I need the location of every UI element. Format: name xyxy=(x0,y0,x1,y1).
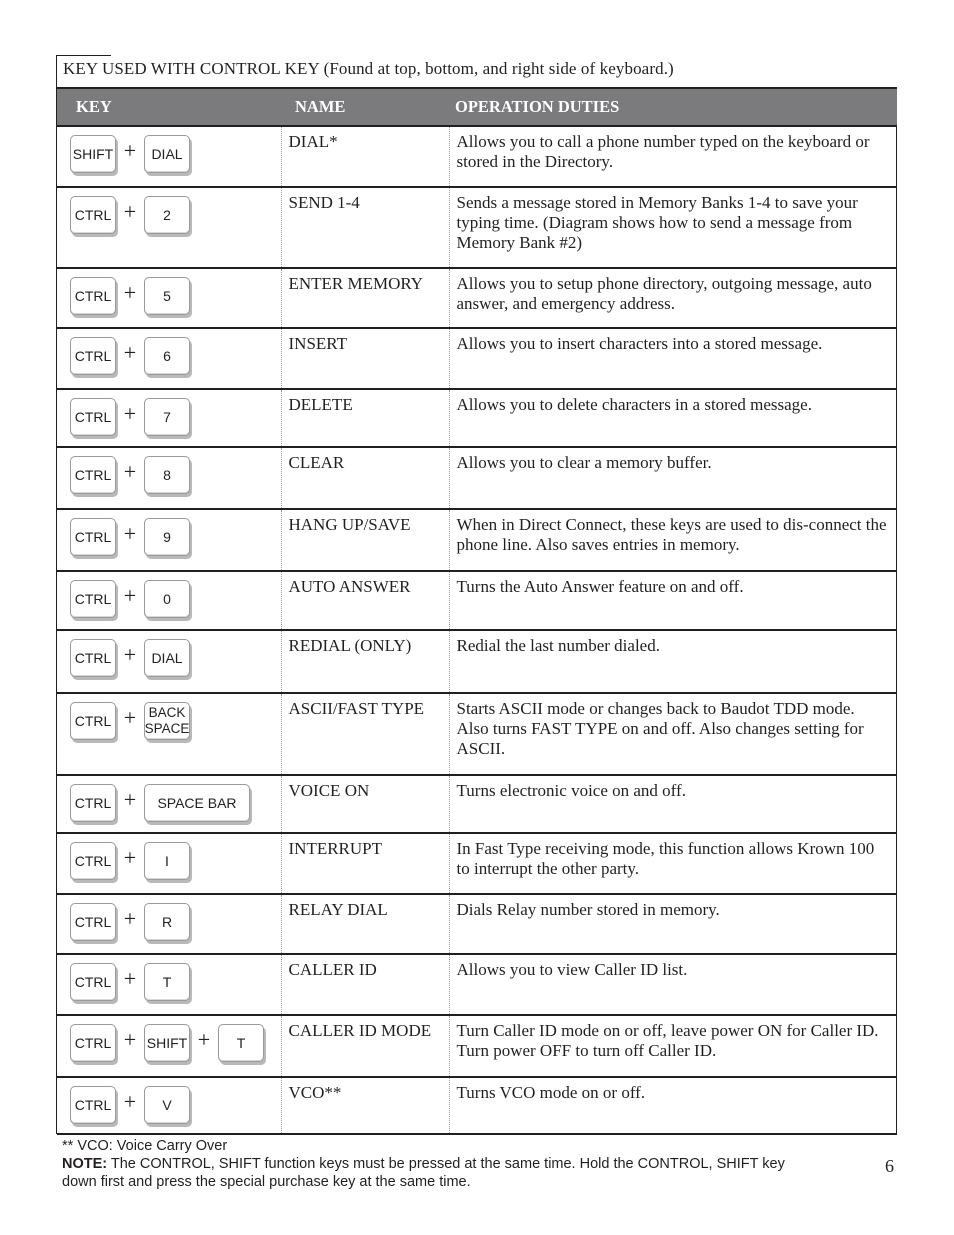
keycap-ctrl: CTRL xyxy=(70,784,116,822)
function-name: RELAY DIAL xyxy=(281,894,449,954)
keycap-space-bar: SPACE BAR xyxy=(144,784,250,822)
table-row xyxy=(57,268,897,328)
keycap-ctrl: CTRL xyxy=(70,903,116,941)
function-name: CALLER ID xyxy=(281,954,449,1015)
key-combo-cell xyxy=(57,693,281,775)
table-row xyxy=(57,775,897,833)
keycap-6: 6 xyxy=(144,337,190,375)
operation-duty: When in Direct Connect, these keys are used to dis-connect the phone line. Also saves entries in memory. xyxy=(449,509,897,571)
key-combo-cell xyxy=(57,833,281,894)
keycap-ctrl: CTRL xyxy=(70,456,116,494)
plus-sign: + xyxy=(197,1027,211,1052)
keycap-dial: DIAL xyxy=(144,135,190,173)
control-key-table xyxy=(57,87,897,1135)
keycap-v: V xyxy=(144,1086,190,1124)
keycap-ctrl: CTRL xyxy=(70,1086,116,1124)
plus-sign: + xyxy=(123,521,137,546)
key-combo-cell xyxy=(57,126,281,187)
function-name: HANG UP/SAVE xyxy=(281,509,449,571)
key-combo xyxy=(70,1024,264,1062)
keycap-dial: DIAL xyxy=(144,639,190,677)
table-row xyxy=(57,1077,897,1134)
function-name: VCO** xyxy=(281,1077,449,1134)
key-combo xyxy=(70,580,190,618)
key-combo xyxy=(70,456,190,494)
keycap-ctrl: CTRL xyxy=(70,580,116,618)
plus-sign: + xyxy=(123,642,137,667)
operation-duty: Dials Relay number stored in memory. xyxy=(449,894,897,954)
keycap-ctrl: CTRL xyxy=(70,963,116,1001)
keycap-ctrl: CTRL xyxy=(70,518,116,556)
page-number: 6 xyxy=(885,1156,894,1176)
keycap-ctrl: CTRL xyxy=(70,639,116,677)
keycap-t: T xyxy=(144,963,190,1001)
key-combo-cell xyxy=(57,447,281,509)
plus-sign: + xyxy=(123,199,137,224)
plus-sign: + xyxy=(123,280,137,305)
plus-sign: + xyxy=(123,906,137,931)
plus-sign: + xyxy=(123,340,137,365)
table-row xyxy=(57,894,897,954)
keycap-t: T xyxy=(218,1024,264,1062)
keycap-back-space: BACK SPACE xyxy=(144,702,190,740)
keycap-9: 9 xyxy=(144,518,190,556)
key-combo xyxy=(70,277,190,315)
function-name: CLEAR xyxy=(281,447,449,509)
plus-sign: + xyxy=(123,966,137,991)
key-combo xyxy=(70,518,190,556)
keycap-8: 8 xyxy=(144,456,190,494)
note-text: The CONTROL, SHIFT function keys must be pressed at the same time. Hold the CONTROL, SHIFT key down first and press the special purchase key at the same time. xyxy=(62,1156,785,1190)
function-name: INTERRUPT xyxy=(281,833,449,894)
header-name: NAME xyxy=(281,88,449,126)
key-combo xyxy=(70,337,190,375)
header-duties: OPERATION DUTIES xyxy=(449,88,897,126)
operation-duty: In Fast Type receiving mode, this function allows Krown 100 to interrupt the other party. xyxy=(449,833,897,894)
key-combo-cell xyxy=(57,328,281,389)
operation-duty: Turn Caller ID mode on or off, leave power ON for Caller ID. Turn power OFF to turn off Caller ID. xyxy=(449,1015,897,1077)
table-row xyxy=(57,509,897,571)
table-row xyxy=(57,571,897,630)
keycap-ctrl: CTRL xyxy=(70,398,116,436)
table-caption: KEY USED WITH CONTROL KEY (Found at top, bottom, and right side of keyboard.) xyxy=(63,59,674,78)
footer-notes xyxy=(62,1137,822,1191)
operation-duty: Redial the last number dialed. xyxy=(449,630,897,693)
key-combo-cell xyxy=(57,954,281,1015)
keycap-shift: SHIFT xyxy=(70,135,116,173)
key-combo-cell xyxy=(57,1015,281,1077)
table-row xyxy=(57,328,897,389)
operation-duty: Allows you to insert characters into a stored message. xyxy=(449,328,897,389)
key-combo xyxy=(70,702,190,740)
plus-sign: + xyxy=(123,705,137,730)
key-combo-cell xyxy=(57,775,281,833)
operation-duty: Allows you to delete characters in a stored message. xyxy=(449,389,897,447)
plus-sign: + xyxy=(123,583,137,608)
key-combo xyxy=(70,639,190,677)
table-body xyxy=(57,126,897,1134)
plus-sign: + xyxy=(123,401,137,426)
table-header-row xyxy=(57,88,897,126)
table-row xyxy=(57,447,897,509)
key-combo xyxy=(70,196,190,234)
operation-duty: Starts ASCII mode or changes back to Baudot TDD mode. Also turns FAST TYPE on and off. Also changes setting for ASCII. xyxy=(449,693,897,775)
function-name: REDIAL (ONLY) xyxy=(281,630,449,693)
key-combo-cell xyxy=(57,894,281,954)
keycap-shift: SHIFT xyxy=(144,1024,190,1062)
keycap-2: 2 xyxy=(144,196,190,234)
key-combo xyxy=(70,135,190,173)
function-name: ENTER MEMORY xyxy=(281,268,449,328)
keycap-ctrl: CTRL xyxy=(70,337,116,375)
key-combo-cell xyxy=(57,571,281,630)
plus-sign: + xyxy=(123,787,137,812)
operation-duty: Allows you to call a phone number typed on the keyboard or stored in the Directory. xyxy=(449,126,897,187)
operation-duty: Sends a message stored in Memory Banks 1-4 to save your typing time. (Diagram shows how to send a message from Memory Bank #2) xyxy=(449,187,897,268)
key-combo-cell xyxy=(57,630,281,693)
keycap-7: 7 xyxy=(144,398,190,436)
footnote-vco: ** VCO: Voice Carry Over xyxy=(62,1138,228,1154)
header-key: KEY xyxy=(57,88,281,126)
keycap-5: 5 xyxy=(144,277,190,315)
function-name: VOICE ON xyxy=(281,775,449,833)
table-row xyxy=(57,693,897,775)
table-row xyxy=(57,630,897,693)
operation-duty: Turns electronic voice on and off. xyxy=(449,775,897,833)
table-row xyxy=(57,389,897,447)
keycap-ctrl: CTRL xyxy=(70,842,116,880)
table-row xyxy=(57,1015,897,1077)
key-combo-cell xyxy=(57,1077,281,1134)
keycap-ctrl: CTRL xyxy=(70,277,116,315)
key-combo xyxy=(70,398,190,436)
function-name: SEND 1-4 xyxy=(281,187,449,268)
key-combo-cell xyxy=(57,389,281,447)
function-name: INSERT xyxy=(281,328,449,389)
operation-duty: Allows you to setup phone directory, outgoing message, auto answer, and emergency address. xyxy=(449,268,897,328)
plus-sign: + xyxy=(123,845,137,870)
keycap-0: 0 xyxy=(144,580,190,618)
function-name: DIAL* xyxy=(281,126,449,187)
function-name: DELETE xyxy=(281,389,449,447)
keycap-ctrl: CTRL xyxy=(70,702,116,740)
function-name: AUTO ANSWER xyxy=(281,571,449,630)
key-combo-cell xyxy=(57,187,281,268)
table-row xyxy=(57,187,897,268)
note-label: NOTE: xyxy=(62,1156,108,1172)
table-row xyxy=(57,954,897,1015)
key-combo xyxy=(70,842,190,880)
function-name: ASCII/FAST TYPE xyxy=(281,693,449,775)
operation-duty: Turns the Auto Answer feature on and off. xyxy=(449,571,897,630)
key-combo xyxy=(70,784,250,822)
operation-duty: Allows you to clear a memory buffer. xyxy=(449,447,897,509)
key-combo xyxy=(70,903,190,941)
operation-duty: Allows you to view Caller ID list. xyxy=(449,954,897,1015)
keycap-ctrl: CTRL xyxy=(70,196,116,234)
plus-sign: + xyxy=(123,1027,137,1052)
plus-sign: + xyxy=(123,459,137,484)
key-combo xyxy=(70,963,190,1001)
table-row xyxy=(57,833,897,894)
function-name: CALLER ID MODE xyxy=(281,1015,449,1077)
plus-sign: + xyxy=(123,138,137,163)
plus-sign: + xyxy=(123,1089,137,1114)
key-combo xyxy=(70,1086,190,1124)
table-row xyxy=(57,126,897,187)
keycap-r: R xyxy=(144,903,190,941)
keycap-ctrl: CTRL xyxy=(70,1024,116,1062)
operation-duty: Turns VCO mode on or off. xyxy=(449,1077,897,1134)
note-paragraph xyxy=(62,1155,822,1191)
keycap-i: I xyxy=(144,842,190,880)
key-combo-cell xyxy=(57,268,281,328)
key-combo-cell xyxy=(57,509,281,571)
